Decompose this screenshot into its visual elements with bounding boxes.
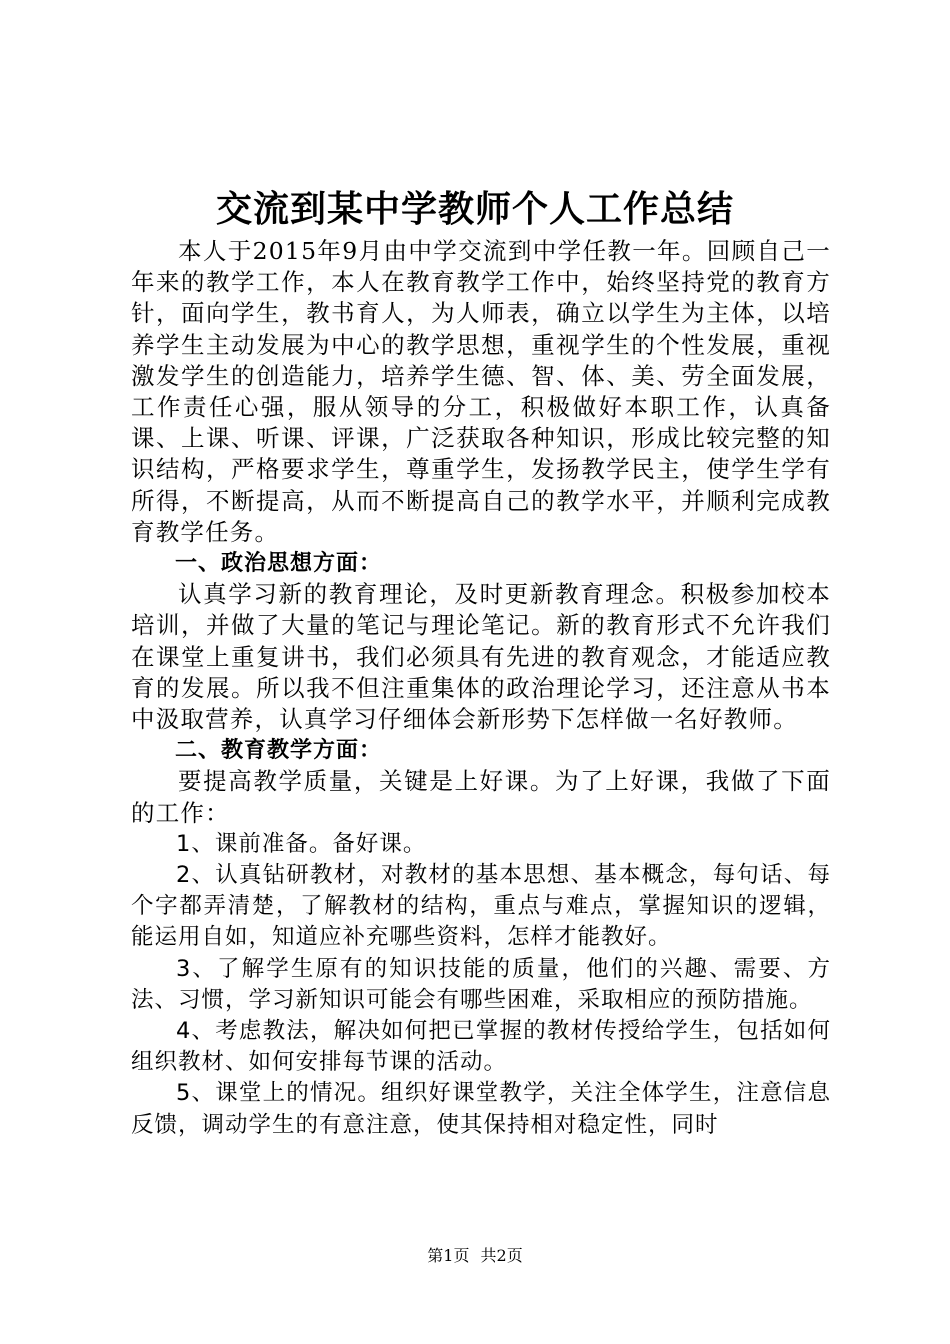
list-item (131, 1016, 831, 1078)
list-item-lead: 2、认真钻研教材，对教材的基本思想、基本概念，每句话、每个字都弄清楚，了解教材的结构，重点与难点，掌握知识的逻辑，能运用自如，知道应补充哪些资料，怎样才能教好。 (131, 862, 831, 951)
list-item-lead: 4、考虑教法，解决如何把已掌握的教材传授给学生，包括如何组织教材、如何安排每节课的活动。 (131, 1018, 831, 1076)
section-paragraph-politics: 认真学习新的教育理论，及时更新教育理念。积极参加校本培训，并做了大量的笔记与理论笔记。新的教育形式不允许我们在课堂上重复讲书，我们必须具有先进的教育观念，才能适应教育的发展。所以我不但注重集体的政治理论学习，还注意从书本中汲取营养，认真学习仔细体会新形势下怎样做一名好教师。 (131, 580, 831, 734)
list-item (131, 1078, 831, 1140)
list-item-lead: 3、了解学生原有的知识技能的质量，他们的兴趣、需要、方法、习惯，学习新知识可能会有哪些困难，采取相应的预防措施。 (131, 955, 831, 1013)
list-item (131, 954, 831, 1016)
list-item-lead: 5、课堂上的情况。 (176, 1080, 382, 1107)
page-total: 共2页 (480, 1246, 523, 1265)
intro-paragraph: 本人于2015年9月由中学交流到中学任教一年。回顾自己一年来的教学工作，本人在教育教学工作中，始终坚持党的教育方针，面向学生，教书育人，为人师表，确立以学生为主体，以培养学生主动发展为中心的教学思想，重视学生的个性发展，重视激发学生的创造能力，培养学生德、智、体、美、劳全面发展，工作责任心强，服从领导的分工，积极做好本职工作，认真备课、上课、听课、评课，广泛获取各种知识，形成比较完整的知识结构，严格要求学生，尊重学生，发扬教学民主，使学生学有所得，不断提高，从而不断提高自己的教学水平，并顺利完成教育教学任务。 (131, 237, 831, 546)
document-body (131, 236, 831, 1141)
document-title: 交流到某中学教师个人工作总结 (215, 189, 734, 230)
page-footer (0, 1244, 950, 1268)
section-heading-teaching: 二、教育教学方面： (175, 738, 383, 764)
page-number: 第1页 (427, 1246, 470, 1265)
list-item-lead: 1、课前准备。 (176, 830, 333, 857)
section-heading-politics: 一、政治思想方面： (175, 551, 383, 577)
section-paragraph-teaching: 要提高教学质量，关键是上好课。为了上好课，我做了下面的工作： (131, 767, 831, 827)
list-item-rest: 备好课。 (332, 830, 427, 857)
list-item (131, 860, 831, 954)
list-item-rest: 组织好课堂教学，关注全体学生，注意信息反馈，调动学生的有意注意，使其保持相对稳定性，同时 (131, 1080, 831, 1138)
list-item (131, 829, 831, 860)
